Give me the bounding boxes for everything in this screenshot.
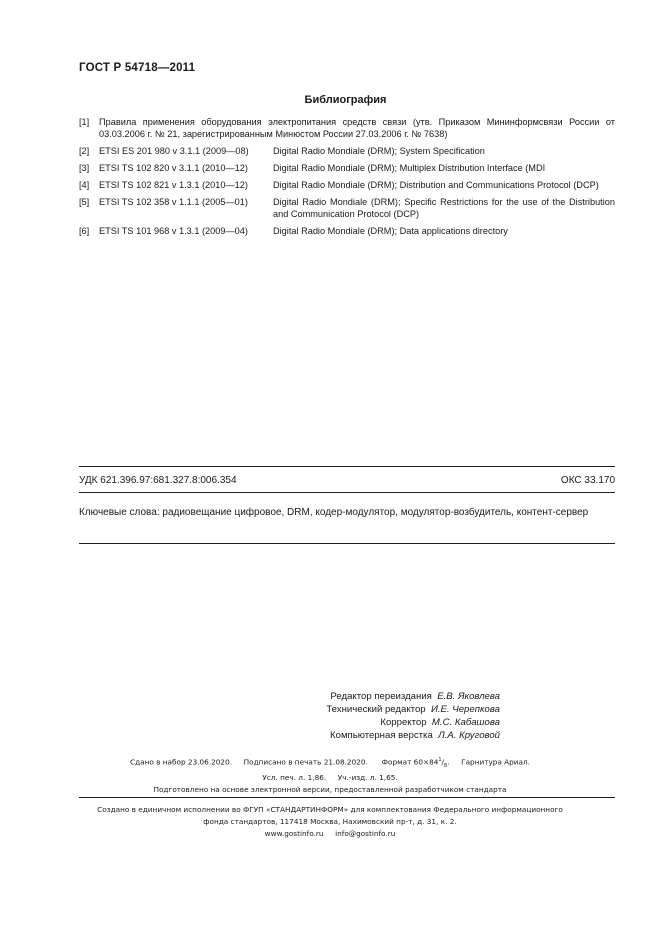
divider-top bbox=[79, 466, 615, 467]
entry-number: [5] bbox=[79, 197, 90, 207]
credit-row bbox=[200, 690, 500, 703]
credit-role: Корректор bbox=[380, 717, 427, 728]
credit-row bbox=[200, 729, 500, 742]
publisher-email-link[interactable]: info@gostinfo.ru bbox=[335, 829, 396, 838]
imprint-block bbox=[60, 754, 600, 796]
credit-name: И.Е. Черепкова bbox=[430, 704, 500, 715]
entry-number: [1] bbox=[79, 117, 90, 127]
credit-name: М.С. Кабашова bbox=[431, 717, 500, 728]
credit-name: Л.А. Круговой bbox=[438, 730, 500, 741]
entry-number: [4] bbox=[79, 180, 90, 190]
keywords bbox=[79, 506, 615, 520]
entry-number: [3] bbox=[79, 163, 90, 173]
bibliography-title: Библиография bbox=[304, 94, 387, 106]
udk-code: УДК 621.396.97:681.327.8:006.354 bbox=[79, 475, 237, 486]
publisher-site-link[interactable]: www.gostinfo.ru bbox=[264, 829, 324, 838]
imprint-line-3: Подготовлено на основе электронной версии, предоставленной разработчиком стандарта bbox=[153, 784, 507, 794]
keywords-label: Ключевые слова: bbox=[79, 507, 160, 518]
imprint-line-1: Сдано в набор 23.06.2020. Подписано в печать 21.08.2020. Формат $60\times 84^1/_8$. Гарнитура Ариал. bbox=[129, 757, 531, 769]
entry-text: Digital Radio Mondiale (DRM); Specific Restrictions for the use of the Distribution and Communication Protocol (DCP) bbox=[273, 197, 615, 219]
divider-middle bbox=[79, 492, 615, 493]
keywords-text: радиовещание цифровое, DRM, кодер-модулятор, модулятор-возбудитель, контент-сервер bbox=[162, 507, 589, 518]
credit-row bbox=[200, 703, 500, 716]
imprint-typeface: Гарнитура Ариал. bbox=[461, 757, 531, 767]
imprint-print-sheets: Усл. печ. л. 1,86. bbox=[262, 772, 327, 782]
entry-text: Digital Radio Mondiale (DRM); Distribution and Communications Protocol (DCP) bbox=[273, 180, 599, 190]
entry-text: Digital Radio Mondiale (DRM); System Specification bbox=[273, 146, 485, 156]
oks-code: ОКС 33.170 bbox=[560, 475, 615, 486]
entry-text: Digital Radio Mondiale (DRM); Multiplex Distribution Interface (MDI bbox=[273, 163, 546, 173]
imprint-format-num: 1 bbox=[438, 757, 442, 763]
credit-role: Компьютерная верстка bbox=[330, 730, 433, 741]
publisher-block bbox=[40, 804, 620, 840]
bibliography-entry bbox=[79, 162, 615, 174]
entry-code: ETSI TS 102 358 v 1.1.1 (2005—01) bbox=[99, 197, 248, 207]
publisher-contacts bbox=[40, 828, 620, 840]
publisher-line-2: фонда стандартов, 117418 Москва, Нахимовский пр-т, д. 31, к. 2. bbox=[203, 817, 457, 826]
imprint-line-2 bbox=[60, 772, 600, 784]
bibliography-entry bbox=[79, 145, 615, 157]
bibliography-entry bbox=[79, 116, 615, 140]
publisher-line-1: Создано в единичном исполнении во ФГУП «СТАНДАРТИНФОРМ» для комплектования Федерального информационного bbox=[97, 805, 563, 814]
divider-imprint bbox=[79, 797, 615, 798]
bibliography-entry bbox=[79, 196, 615, 220]
divider-bottom bbox=[79, 543, 615, 544]
imprint-format-den: 8 bbox=[444, 762, 448, 769]
credit-role: Технический редактор bbox=[326, 704, 426, 715]
credit-name: Е.В. Яковлева bbox=[437, 691, 500, 702]
credit-row bbox=[200, 716, 500, 729]
credit-role: Редактор переиздания bbox=[330, 691, 432, 702]
imprint-print-date: Подписано в печать 21.08.2020. bbox=[243, 757, 368, 767]
entry-number: [2] bbox=[79, 146, 90, 156]
bibliography-list bbox=[79, 116, 615, 242]
imprint-publisher-sheets: Уч.-изд. л. 1,65. bbox=[337, 772, 398, 782]
entry-code: ETSI ES 201 980 v 3.1.1 (2009—08) bbox=[99, 146, 249, 156]
imprint-typeset-date: Сдано в набор 23.06.2020. bbox=[129, 757, 233, 767]
entry-code: ETSI TS 102 820 v 3.1.1 (2010—12) bbox=[99, 163, 248, 173]
entry-code: ETSI TS 102 821 v 1.3.1 (2010—12) bbox=[99, 180, 248, 190]
imprint-format: Формат 60×84 bbox=[381, 757, 439, 767]
bibliography-entry bbox=[79, 179, 615, 191]
credits-block bbox=[200, 690, 500, 742]
entry-text: Digital Radio Mondiale (DRM); Data applications directory bbox=[273, 226, 508, 236]
entry-text: Правила применения оборудования электропитания средств связи (утв. Приказом Мининформсвязи России от 03.03.2006 г. № 21, зарегистрированным Минюстом России 27.03.2006 г. № 7638) bbox=[99, 117, 615, 139]
entry-number: [6] bbox=[79, 226, 90, 236]
entry-code: ETSI TS 101 968 v 1.3.1 (2009—04) bbox=[99, 226, 248, 236]
standard-code: ГОСТ Р 54718—2011 bbox=[79, 62, 196, 74]
bibliography-entry bbox=[79, 225, 615, 237]
